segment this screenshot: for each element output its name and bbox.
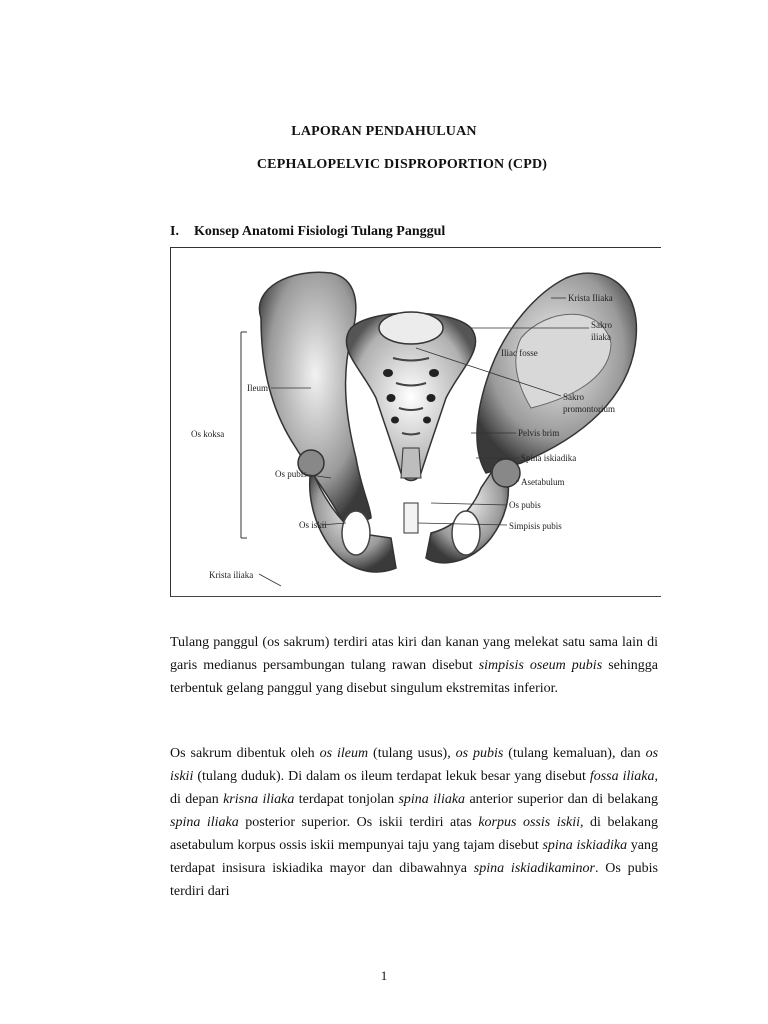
document-subtitle: CEPHALOPELVIC DISPROPORTION (CPD) <box>256 157 548 172</box>
label-krista-iliaka-top: Krista Iliaka <box>568 293 613 303</box>
p2-text-4: (tulang duduk). Di dalam os ileum terdapat lekuk besar yang disebut <box>193 769 590 784</box>
paragraph-1 <box>170 631 658 700</box>
label-sakro-iliaka-1: Sakro <box>591 320 612 330</box>
pelvis-anatomy-figure <box>170 247 661 597</box>
label-os-koksa: Os koksa <box>191 429 225 439</box>
label-iliac-fossa: Iliac fosse <box>501 348 538 358</box>
p2-text-3: (tulang kemaluan), dan <box>503 746 646 761</box>
p2-italic-10: spina iskiadikaminor <box>473 861 595 876</box>
pelvis-illustration <box>171 248 661 596</box>
p2-text-2: (tulang usus), <box>368 746 456 761</box>
right-acetabulum-shape <box>492 459 520 487</box>
section-title: Konsep Anatomi Fisiologi Tulang Panggul <box>194 224 446 239</box>
p2-italic-4: fossa iliaka <box>589 769 655 784</box>
p2-text-7: anterior superior dan di belakang <box>465 792 658 807</box>
label-sakro-promontorium-2: promontorium <box>563 404 615 414</box>
document-title: LAPORAN PENDAHULUAN <box>291 124 477 139</box>
p2-italic-8: korpus ossis iskii <box>478 815 581 830</box>
os-koksa-bracket <box>241 332 247 538</box>
page-number: 1 <box>380 968 388 983</box>
label-os-pubis-right: Os pubis <box>509 500 541 510</box>
p2-italic-1: os ileum <box>319 746 369 761</box>
p2-italic-2: os pubis <box>455 746 504 761</box>
label-sakro-iliaka-2: iliaka <box>591 332 611 342</box>
label-pelvis-brim: Pelvis brim <box>518 428 560 438</box>
label-sakro-promontorium-1: Sakro <box>563 392 584 402</box>
p1-italic-1: simpisis oseum pubis <box>478 658 603 673</box>
p2-text-9: , di belakang asetabulum korpus ossis iskii mempunyai taju yang tajam disebut <box>170 815 658 853</box>
p1-text-2: sehingga terbentuk gelang panggul yang disebut singulum ekstremitas inferior. <box>170 658 658 696</box>
right-obturator-shape <box>452 511 480 555</box>
label-ileum: Ileum <box>247 383 268 393</box>
p2-text-1: Os sakrum dibentuk oleh <box>170 746 320 761</box>
label-krista-iliaka-bottom: Krista iliaka <box>209 570 254 580</box>
label-spina-iskiadika: Spina iskiadika <box>521 453 577 463</box>
coccyx-shape <box>401 448 421 478</box>
p2-italic-3: os iskii <box>170 746 659 784</box>
sacral-promontory-shape <box>379 312 443 344</box>
p2-italic-5: krisna iliaka <box>223 792 295 807</box>
label-os-iskii: Os iskii <box>299 520 327 530</box>
p2-italic-7: spina iliaka <box>170 815 239 830</box>
label-simpisis-pubis: Simpisis pubis <box>509 521 562 531</box>
p1-text-1: Tulang panggul (os sakrum) terdiri atas kiri dan kanan yang melekat satu sama lain di garis medianus persambungan tulang rawan disebut <box>170 635 658 673</box>
paragraph-2 <box>170 742 658 903</box>
p2-text-10: yang terdapat insisura iskiadika mayor dan dibawahnya <box>170 838 659 876</box>
p2-italic-6: spina iliaka <box>398 792 466 807</box>
label-os-pubis-left: Os pubis <box>275 469 307 479</box>
left-obturator-shape <box>342 511 370 555</box>
p2-text-5: , di depan <box>170 769 658 807</box>
label-asetabulum: Asetabulum <box>521 477 565 487</box>
section-heading <box>170 224 445 240</box>
p2-text-8: posterior superior. Os iskii terdiri atas <box>238 815 479 830</box>
pubic-symphysis-shape <box>404 503 418 533</box>
p2-italic-9: spina iskiadika <box>542 838 628 853</box>
p2-text-6: terdapat tonjolan <box>294 792 399 807</box>
section-number: I. <box>170 224 179 239</box>
p2-text-11: . Os pubis terdiri dari <box>170 861 658 899</box>
